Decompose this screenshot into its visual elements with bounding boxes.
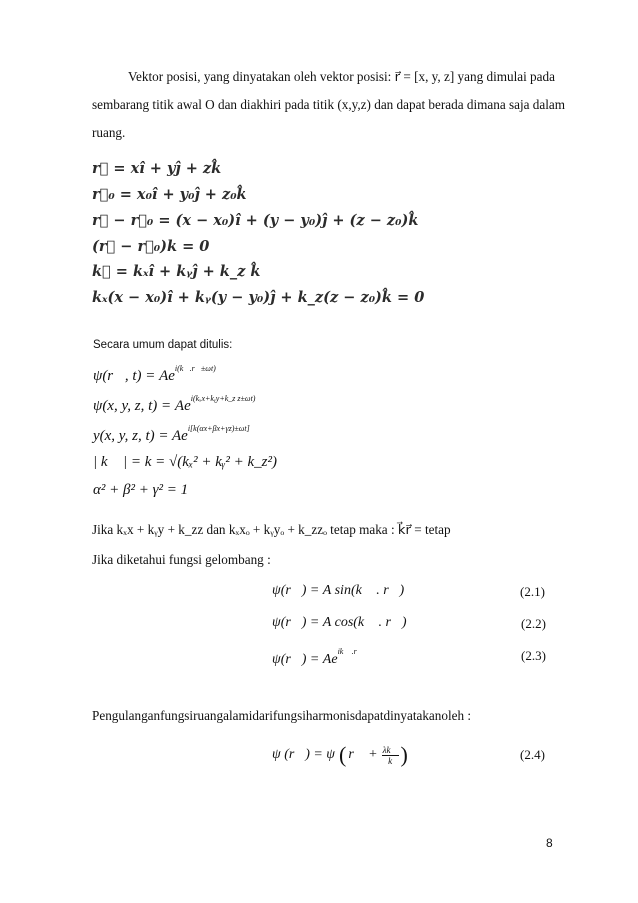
intro-line-1: Vektor posisi, yang dinyatakan oleh vektor posisi: r⃗ = [x, y, z] yang dimulai pada bbox=[128, 69, 555, 84]
intro-line-3: ruang. bbox=[92, 125, 126, 140]
eq-orthogonality: (r⃗ − r⃗₀)k = 0 bbox=[92, 238, 210, 255]
eq-k-vector: k⃗ = kₓî + kᵧĵ + k_z k̂ bbox=[92, 263, 261, 280]
wave-intro: Jika diketahui fungsi gelombang : bbox=[92, 552, 271, 567]
page-number: 8 bbox=[546, 836, 553, 850]
eq-number-2-3: (2.3) bbox=[521, 648, 546, 663]
eq-k-magnitude: | k⃗ | = k = √(kₓ² + kᵧ² + k_z²) bbox=[93, 454, 277, 470]
eq-psi-r-t: ψ(r⃗, $t) = Ae^{i(k⃗.r⃗\pm\omega t)}$ bbox=[93, 364, 216, 384]
repetition-line: Pengulanganfungsiruangalamidarifungsiharmonisdapatdinyatakanoleh : bbox=[92, 708, 472, 723]
condition-line: Jika kₓx + kᵧy + k_zz dan kₓxₒ + kᵧyₒ + k_zzₒ tetap maka : k⃗r⃗ = tetap bbox=[92, 522, 451, 537]
eq-plane: kₓ(x − x₀)î + kᵧ(y − y₀)ĵ + k_z(z − z₀)k̂ = 0 bbox=[92, 289, 425, 306]
general-form-label: Secara umum dapat ditulis: bbox=[93, 339, 233, 351]
eq-psi-xyzt: ψ(x, y, z, $t) = Ae^{i(k_xx+kᵧy+k\_z z\pm\omega t)}$ bbox=[93, 394, 256, 414]
fraction: $\frac{\lambda k⃗}{k}$ bbox=[382, 744, 398, 766]
wave-eq-cos: ψ(r⃗) = A cos(k⃗ . r⃗) bbox=[272, 615, 407, 630]
eq-number-2-1: (2.1) bbox=[520, 584, 545, 599]
wave-eq-sin: ψ(r⃗) = A sin(k⃗ . r⃗) bbox=[272, 583, 405, 598]
eq-r0-vector: r⃗₀ = x₀î + y₀ĵ + z₀k̂ bbox=[92, 186, 247, 203]
repetition-equation: ψ (r⃗) = ψ ( r⃗ + $\frac{\lambda k⃗}{k}$ ) bbox=[272, 742, 408, 767]
eq-direction-cosines: α² + β² + γ² = 1 bbox=[93, 482, 189, 498]
eq-r-vector: r⃗ = xî + yĵ + zk̂ bbox=[92, 160, 222, 177]
eq-number-2-4: (2.4) bbox=[520, 747, 545, 762]
eq-r-minus-r0: r⃗ − r⃗₀ = (x − x₀)î + (y − y₀)ĵ + (z − z₀)k̂ bbox=[92, 212, 419, 229]
eq-y-xyzt: y(x, y, z, $t) = Ae^{i[k(\alpha x+\beta x+\gamma z)\pm\omega t]}$ bbox=[93, 424, 250, 444]
eq-number-2-2: (2.2) bbox=[521, 616, 546, 631]
intro-line-2: sembarang titik awal O dan diakhiri pada titik (x,y,z) dan dapat berada dimana saja dalam bbox=[92, 97, 565, 112]
wave-eq-exp: ψ(r⃗) = $Ae^{ik⃗ .r⃗}$ bbox=[272, 647, 363, 667]
